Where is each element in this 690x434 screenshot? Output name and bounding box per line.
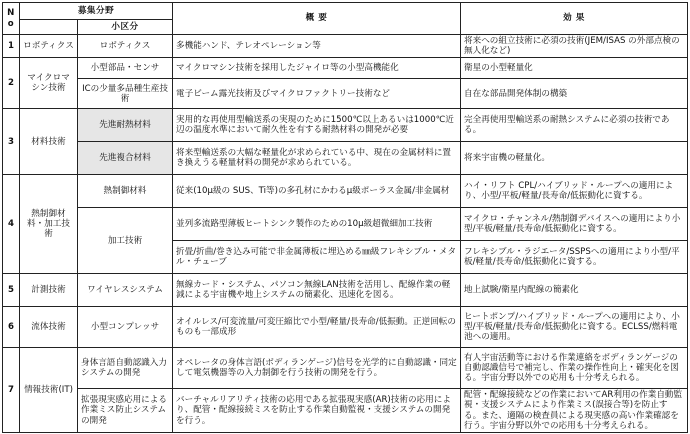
- header-no: No: [3, 3, 20, 35]
- subcategory: 先進複合材料: [78, 142, 173, 175]
- table-row: [3, 35, 688, 58]
- row-number: 5: [3, 274, 20, 307]
- overview-text: バーチャルリアリティ技術の応用である拡張現実感(AR)技術の応用により、配管・配線接続ミスを防止する作業自動監視・支援システムの開発を行う。: [173, 389, 461, 433]
- overview-text: オペレータの身体言語(ボディランゲージ)信号を光学的に自動認識・同定して電気機器等の入力制御を行う技術の開発を行う。: [173, 348, 461, 389]
- table-row: [3, 109, 688, 142]
- row-number: 3: [3, 109, 20, 175]
- header-effect: 効 果: [461, 3, 688, 35]
- overview-text: 将来型輸送系の大幅な軽量化が求められている中、現在の金属材料に置き換えうる軽量材料の開発が求められている。: [173, 142, 461, 175]
- overview-text: 従来(10μ級の SUS、Ti等)の多孔材にかわるμ級ポーラス金属/非金属材: [173, 175, 461, 208]
- field-name: 熱制御材料・加工技術: [20, 175, 78, 274]
- effect-text: ハイ・リフト CPL/ハイブリッド・ループへの適用により、小型/平板/軽量/長寿命/低振動化に資する。: [461, 175, 688, 208]
- overview-text: 電子ビーム露光技術及びマイクロファクトリー技術など: [173, 79, 461, 109]
- research-fields-table: [2, 2, 688, 433]
- overview-text: オイルレス/可変流量/可変圧縮比で小型/軽量/長寿命/低振動。正逆回転のものも一部成形: [173, 307, 461, 348]
- field-name: マイクロマシン技術: [20, 58, 78, 109]
- effect-text: マイクロ・チャンネル/熱制御デバイスへの適用により小型/平板/軽量/長寿命/低振動化に資する。: [461, 208, 688, 241]
- overview-text: 多機能ハンド、テレオペレーション等: [173, 35, 461, 58]
- header-field: 募集分野: [20, 3, 173, 20]
- subcategory: 小型部品・センサ: [78, 58, 173, 79]
- table-row: [3, 274, 688, 307]
- table-row: [3, 348, 688, 389]
- effect-text: 将来への組立技術に必須の技術(JEM/ISAS の外部点検の無人化など): [461, 35, 688, 58]
- overview-text: 並列多流路型薄板ヒートシンク製作のための10μ級超微細加工技術: [173, 208, 461, 241]
- effect-text: 有人宇宙活動等における作業連絡をボディランゲージの自動認識信号で補完し、作業の操作性向上・確実化を図る。宇宙分野以外での応用も十分考えられる。: [461, 348, 688, 389]
- row-number: 2: [3, 58, 20, 109]
- overview-text: 実用的な再使用型輸送系の実現のために1500℃以上あるいは1000℃近辺の温度水準において耐久性を有する耐熱材料の開発が必要: [173, 109, 461, 142]
- header-subcategory: 小区分: [78, 20, 173, 35]
- effect-text: 完全再使用型輸送系の耐熱システムに必須の技術である。: [461, 109, 688, 142]
- table-row: [3, 58, 688, 79]
- field-name: 材料技術: [20, 109, 78, 175]
- field-name: ロボティクス: [20, 35, 78, 58]
- table-row: [3, 307, 688, 348]
- effect-text: ヒートポンプ/ハイブリッド・ループへの適用により、小型/平板/軽量/長寿命/低振動化に資する。ECLSS/燃料電池への適用。: [461, 307, 688, 348]
- subcategory: 身体言語自動認識入力システムの開発: [78, 348, 173, 389]
- subcategory: ロボティクス: [78, 35, 173, 58]
- overview-text: マイクロマシン技術を採用したジャイロ等の小型高機能化: [173, 58, 461, 79]
- table-row: [3, 79, 688, 109]
- row-number: 1: [3, 35, 20, 58]
- overview-text: 無線カード・システム、パソコン無線LAN技術を活用し、配線作業の軽減による宇宙機や地上システムの簡素化、迅速化を図る。: [173, 274, 461, 307]
- row-number: 4: [3, 175, 20, 274]
- table-row: [3, 175, 688, 208]
- header-overview: 概 要: [173, 3, 461, 35]
- row-number: 6: [3, 307, 20, 348]
- overview-text: 折畳/折曲/巻き込み可能で非金属薄板に埋込める㎜級フレキシブル・メタル・チューブ: [173, 241, 461, 274]
- row-number: 7: [3, 348, 20, 433]
- field-name: 計測技術: [20, 274, 78, 307]
- subcategory: 拡張現実感応用による作業ミス防止システムの開発: [78, 389, 173, 433]
- effect-text: 地上試験/衛星内配線の簡素化: [461, 274, 688, 307]
- effect-text: 配管・配線接続などの作業においてAR利用の作業自動監視・支援システムにより作業ミス(誤接合等)を防止する。また、適隔の検査員による現実感の高い作業確認を行う。宇宙分野以外での応用も十分考えられる。: [461, 389, 688, 433]
- subcategory: ワイヤレスシステム: [78, 274, 173, 307]
- subcategory: 先進耐熱材料: [78, 109, 173, 142]
- subcategory: 加工技術: [78, 208, 173, 274]
- subcategory: 熱制御材料: [78, 175, 173, 208]
- effect-text: フレキシブル・ラジエータ/SSPSへの適用により小型/平板/軽量/長寿命/低振動化に資する。: [461, 241, 688, 274]
- effect-text: 自在な部品開発体制の構築: [461, 79, 688, 109]
- table-row: [3, 142, 688, 175]
- field-name: 流体技術: [20, 307, 78, 348]
- table-row: [3, 208, 688, 241]
- subcategory: ICの少量多品種生産技術: [78, 79, 173, 109]
- subcategory: 小型コンプレッサ: [78, 307, 173, 348]
- table-row: [3, 389, 688, 433]
- field-name: 情報技術(IT): [20, 348, 78, 433]
- effect-text: 将来宇宙機の軽量化。: [461, 142, 688, 175]
- effect-text: 衛星の小型軽量化: [461, 58, 688, 79]
